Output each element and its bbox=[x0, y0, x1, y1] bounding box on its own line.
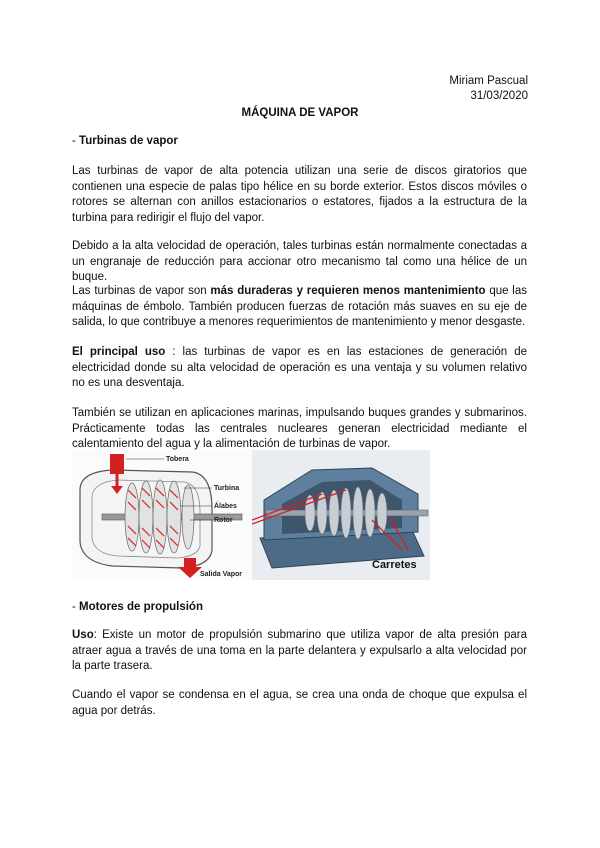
uso-bold: Uso bbox=[72, 629, 94, 641]
label-alabes: Álabes bbox=[214, 503, 237, 510]
p4-rest: : las turbinas de vapor es en las estaciones de generación de electricidad donde su alta velocidad de operación es una ventaja y su volumen relativo no es una desventaja. bbox=[72, 346, 527, 389]
document-date: 31/03/2020 bbox=[470, 90, 528, 102]
p4-bold: El principal uso bbox=[72, 346, 166, 358]
label-salida-vapor: Salida Vapor bbox=[200, 571, 243, 578]
heading-prefix: - bbox=[72, 601, 80, 613]
paragraph-motores-1 bbox=[72, 628, 527, 675]
heading-text: Turbinas de vapor bbox=[79, 135, 178, 147]
turbine-photo bbox=[252, 450, 430, 580]
section-heading-turbinas bbox=[72, 135, 178, 147]
label-tobera: Tobera bbox=[166, 456, 189, 463]
turbine-diagram bbox=[72, 450, 252, 580]
uso-rest: : Existe un motor de propulsión submarino que utiliza vapor de alta presión para atraer agua a través de una toma en la parte delantera y expulsarlo a alta velocidad por la parte trasera. bbox=[72, 629, 527, 672]
p3-start: Las turbinas de vapor son bbox=[72, 285, 211, 297]
label-rotor: Rotor bbox=[214, 517, 233, 524]
paragraph-turbinas-1: Las turbinas de vapor de alta potencia utilizan una serie de discos giratorios que contienen una especie de palas tipo hélice en su borde exterior. Estos discos móviles o rotores se alternan con anillos estacionarios o estatores, fijados a la estructura de la turbina para redirigir el flujo del vapor. bbox=[72, 165, 527, 224]
heading-text: Motores de propulsión bbox=[79, 601, 203, 613]
turbine-figure bbox=[72, 450, 430, 580]
turbine-photo-svg bbox=[252, 450, 430, 580]
heading-prefix: - bbox=[72, 135, 80, 147]
p3-bold: más duraderas y requieren menos mantenimiento bbox=[210, 285, 486, 297]
page-title: MÁQUINA DE VAPOR bbox=[241, 107, 359, 119]
paragraph-turbinas-5: También se utilizan en aplicaciones marinas, impulsando buques grandes y submarinos. Prácticamente todas las centrales nucleares generan electricidad mediante el calentamiento del agua y la alimentación de turbinas de vapor. bbox=[72, 407, 527, 450]
paragraph-turbinas-3 bbox=[72, 284, 527, 331]
p3-end: que las máquinas de émbolo. También producen fuerzas de rotación más suaves en su eje de salida, lo que contribuye a menores requerimientos de mantenimiento y menor desgaste. bbox=[72, 285, 527, 328]
paragraph-motores-2: Cuando el vapor se condensa en el agua, se crea una onda de choque que expulsa el agua por detrás. bbox=[72, 689, 527, 717]
author-name: Miriam Pascual bbox=[449, 75, 528, 87]
paragraph-turbinas-4 bbox=[72, 345, 527, 392]
section-heading-motores bbox=[72, 601, 203, 613]
label-turbina: Turbina bbox=[214, 485, 240, 492]
paragraph-turbinas-2: Debido a la alta velocidad de operación, tales turbinas están normalmente conectadas a un engranaje de reducción para accionar otro mecanismo tal como una hélice de un buque. bbox=[72, 240, 527, 283]
turbine-diagram-svg bbox=[72, 450, 252, 580]
label-carretes: Carretes bbox=[372, 559, 417, 571]
